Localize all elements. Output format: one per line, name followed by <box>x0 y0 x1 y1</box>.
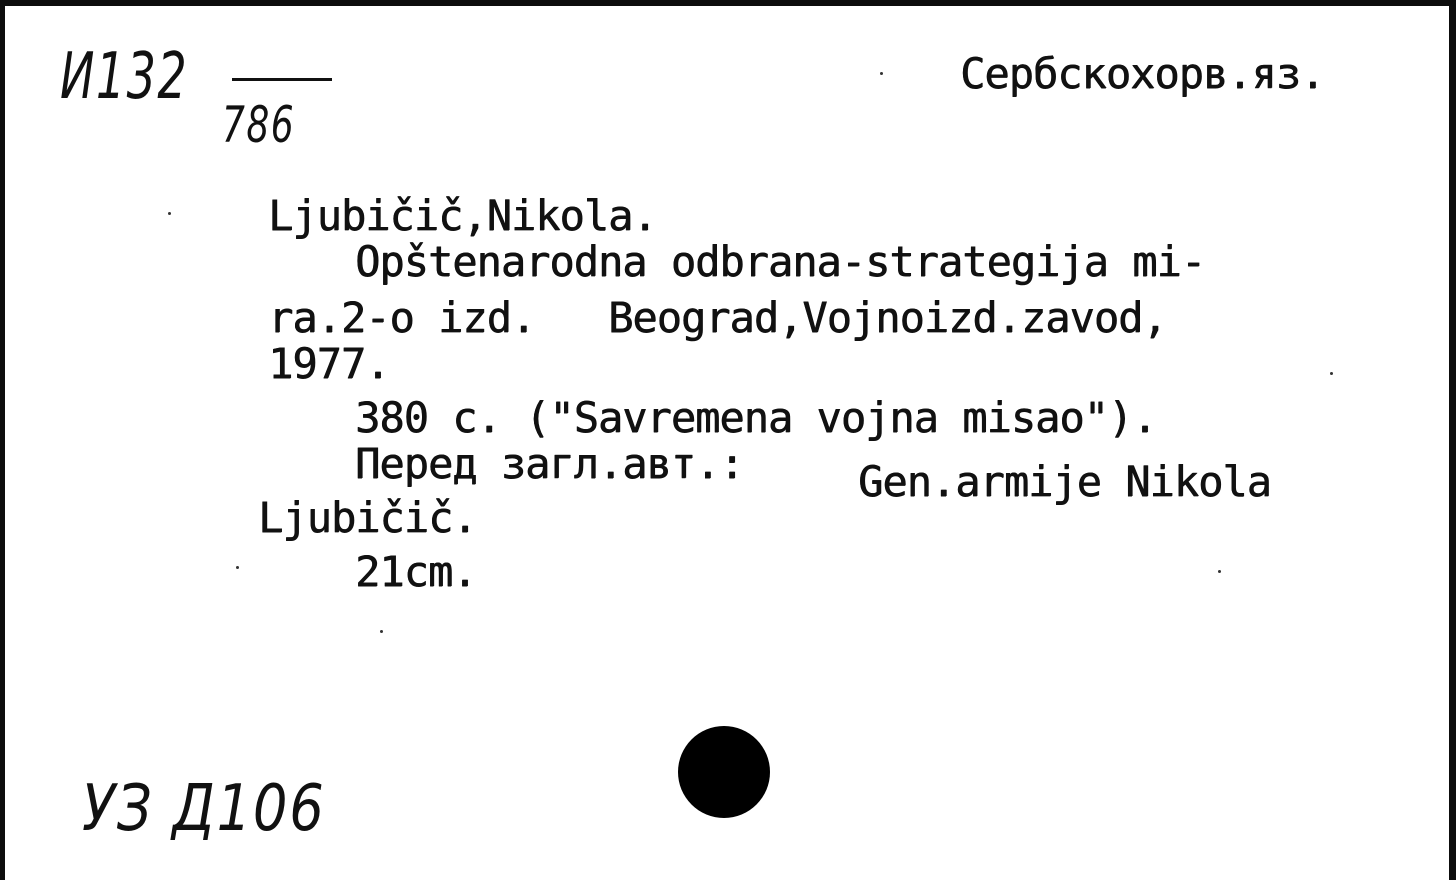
call-number-main: И132 <box>60 40 189 114</box>
card-top-edge <box>0 0 1456 6</box>
paper-speck <box>880 72 883 75</box>
call-number-denominator: 786 <box>222 96 296 154</box>
paper-speck <box>236 566 239 569</box>
call-number-rule <box>232 78 332 81</box>
size-line: 21cm. <box>355 547 477 596</box>
card-right-edge <box>1449 0 1456 880</box>
collation-line: 380 c. ("Savremena vojna misao"). <box>355 393 1157 442</box>
paper-speck <box>380 630 383 633</box>
imprint-year-line: 1977. <box>268 339 390 388</box>
subject-heading: Сербскохорв.яз. <box>960 49 1325 98</box>
card-left-edge <box>0 0 5 880</box>
paper-speck <box>168 212 171 215</box>
title-line: Opštenarodna odbrana-strategija mi- <box>355 237 1206 286</box>
shelf-mark: УЗ Д106 <box>82 772 326 846</box>
note-line-end: Ljubičič. <box>258 493 477 542</box>
imprint-line: ra.2-o izd. Beograd,Vojnoizd.zavod, <box>268 293 1167 342</box>
author-heading: Ljubičič,Nikola. <box>268 191 657 240</box>
punch-hole <box>678 726 770 818</box>
paper-speck <box>1330 372 1333 375</box>
note-line: Перед загл.авт.: <box>355 439 744 488</box>
note-line-continued: Gen.armije Nikola <box>858 457 1271 506</box>
paper-speck <box>1218 570 1221 573</box>
